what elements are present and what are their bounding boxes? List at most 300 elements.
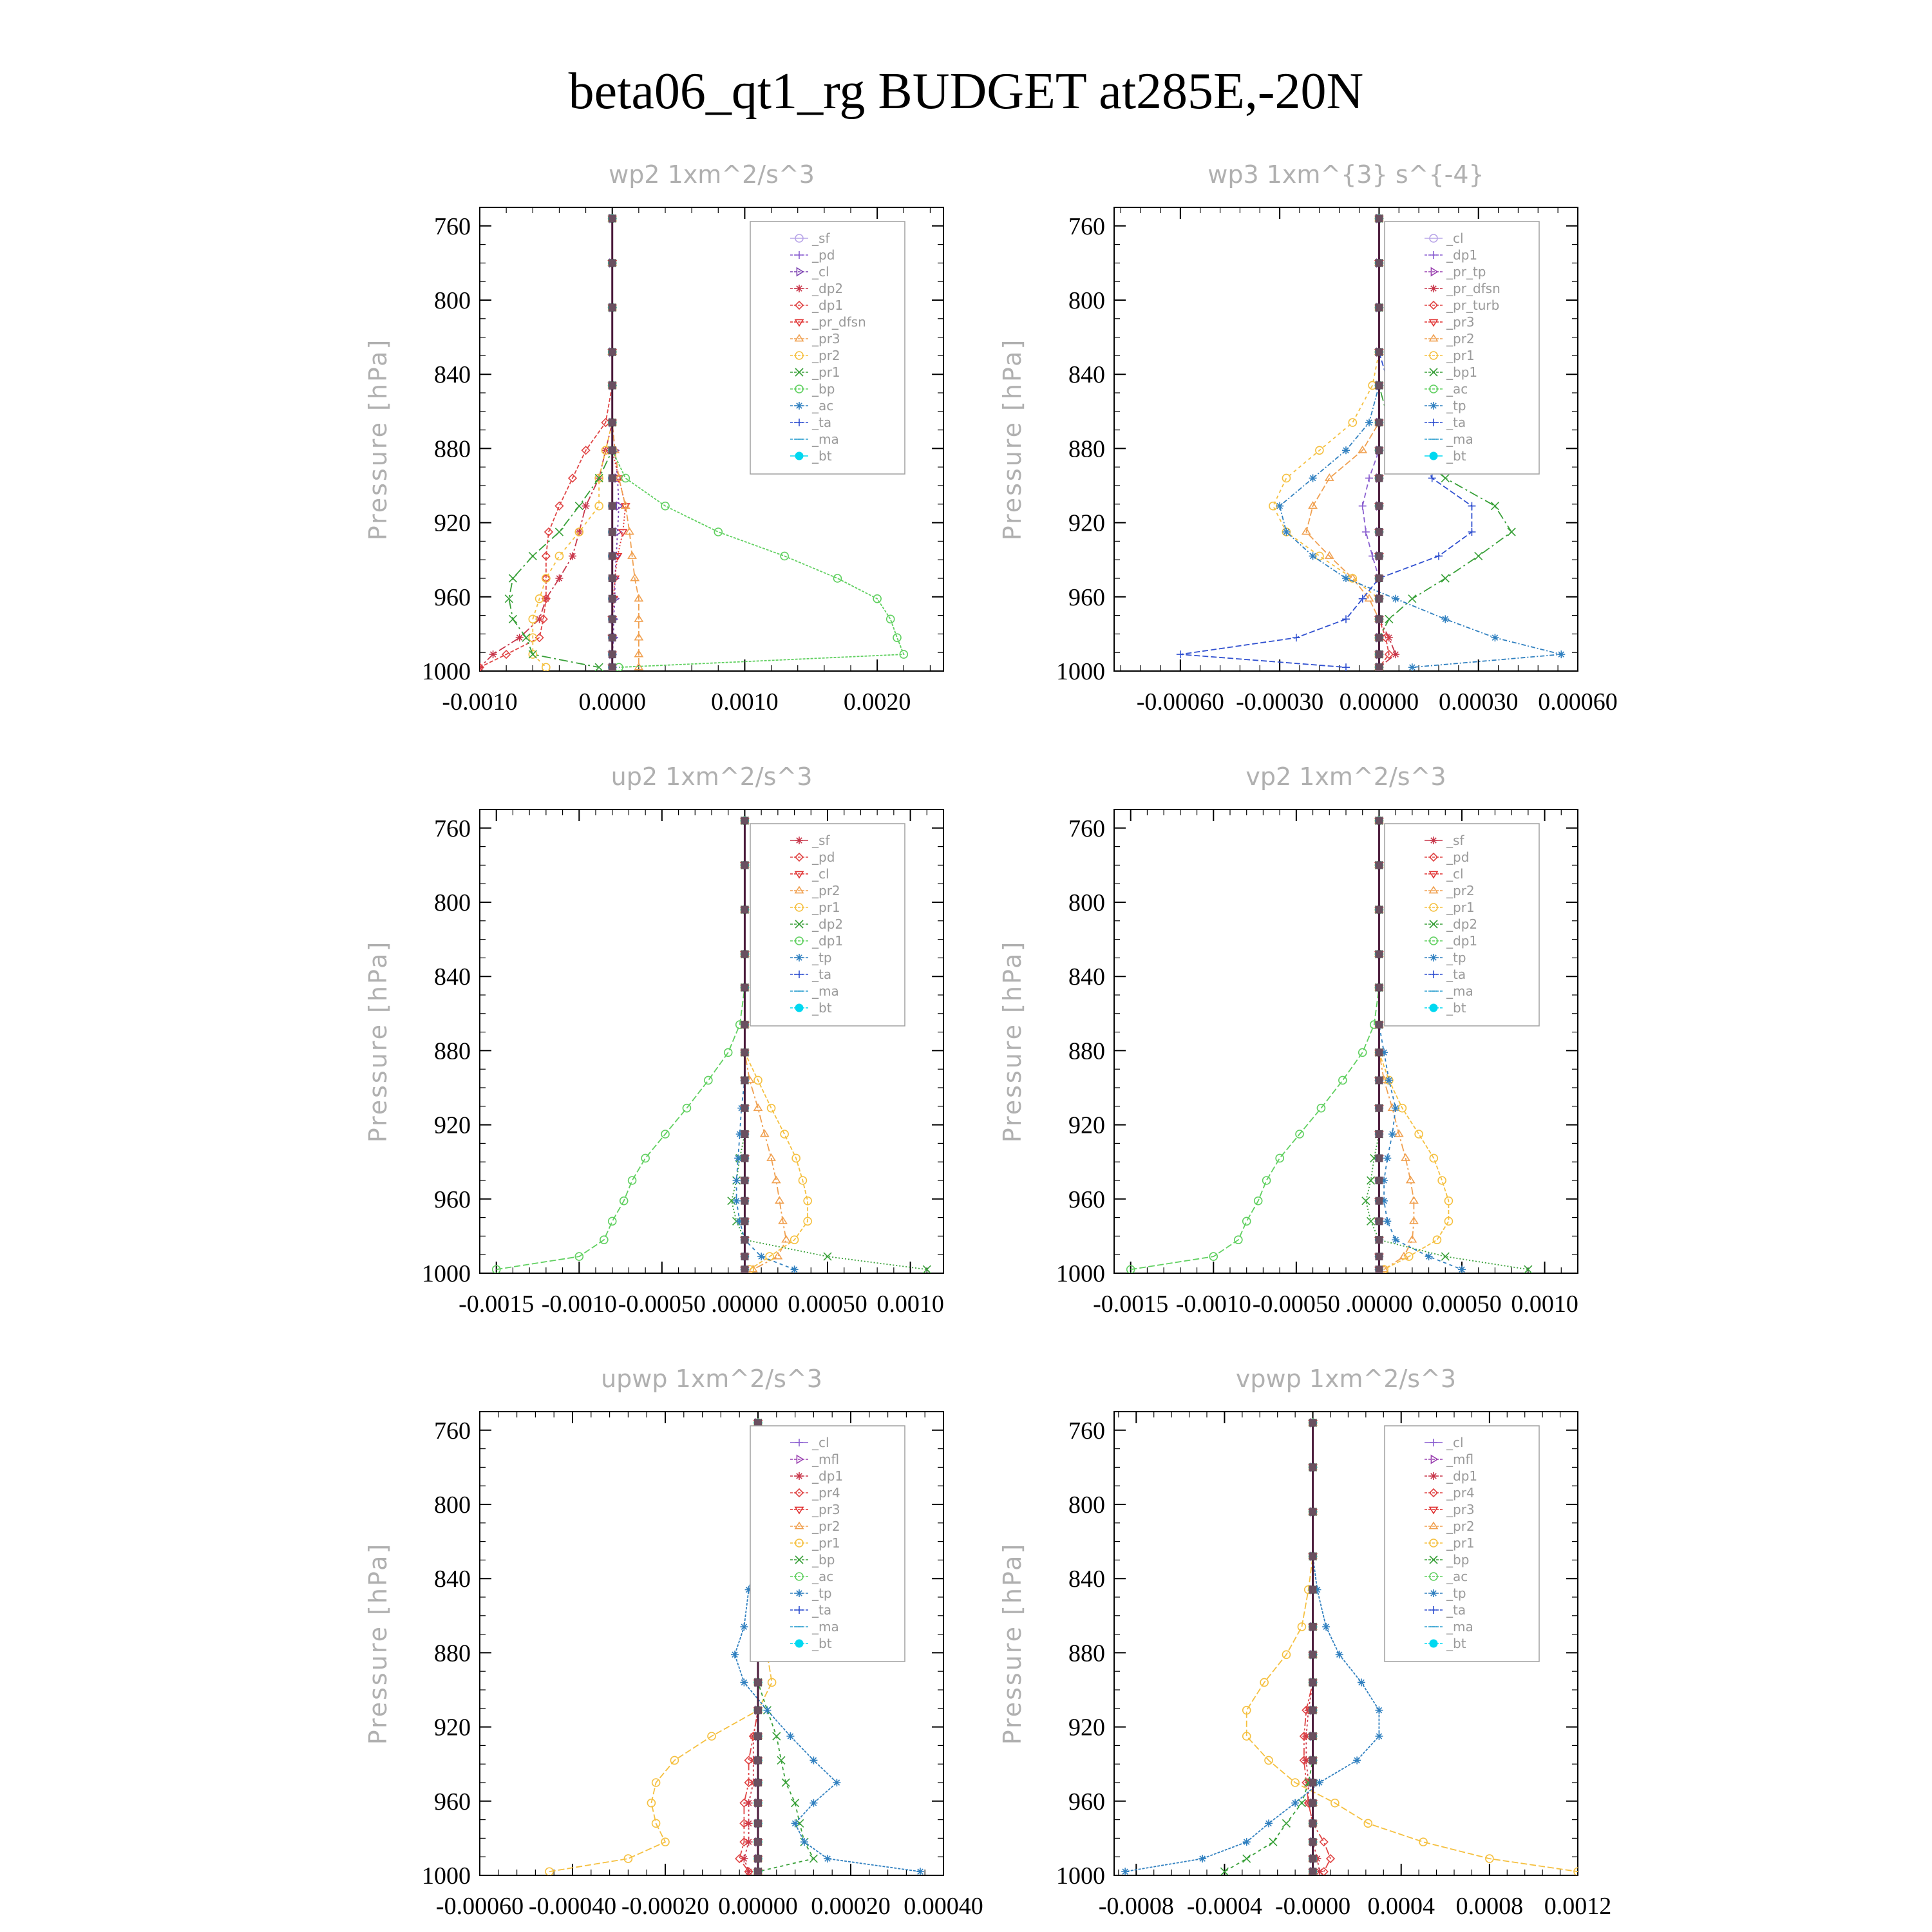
data-point xyxy=(1198,1855,1206,1862)
x-tick-label: -0.0015 xyxy=(459,1291,535,1318)
data-point xyxy=(489,650,497,658)
legend-label: _pr1 xyxy=(812,365,840,380)
y-tick-label: 960 xyxy=(1068,583,1105,611)
legend-label: _dp2 xyxy=(1446,916,1478,932)
data-point xyxy=(1309,1855,1317,1862)
legend-label: _pr1 xyxy=(812,900,840,915)
legend-label: _pr1 xyxy=(1446,348,1475,363)
data-point xyxy=(1392,1104,1399,1112)
data-point xyxy=(741,1236,748,1244)
legend-label: _pr2 xyxy=(812,348,840,363)
data-point xyxy=(1309,1868,1317,1875)
x-tick-label: .00000 xyxy=(1345,1291,1413,1318)
data-point xyxy=(1375,1707,1383,1714)
legend-label: _bt xyxy=(1446,1636,1466,1651)
data-point xyxy=(555,574,563,582)
data-point xyxy=(741,817,748,824)
y-tick-label: 920 xyxy=(434,509,471,537)
data-point xyxy=(1309,1463,1317,1471)
y-tick-label: 920 xyxy=(434,1112,471,1139)
y-axis-label: Pressure [hPa] xyxy=(998,1542,1027,1745)
data-point xyxy=(754,1855,762,1862)
data-point xyxy=(824,1855,831,1862)
data-point xyxy=(1375,817,1383,824)
data-point xyxy=(1309,1678,1317,1686)
data-point xyxy=(609,595,616,603)
data-point xyxy=(1309,1819,1317,1827)
data-point xyxy=(754,1819,762,1827)
data-point xyxy=(733,1177,741,1184)
y-tick-label: 1000 xyxy=(422,1862,471,1889)
data-point xyxy=(609,502,616,510)
legend-label: _sf xyxy=(812,833,830,848)
y-tick-label: 960 xyxy=(1068,1186,1105,1213)
legend-label: _tp xyxy=(1446,950,1466,965)
y-axis-label: Pressure [hPa] xyxy=(998,337,1027,541)
legend xyxy=(750,824,905,1026)
data-point xyxy=(1309,1779,1317,1786)
data-point xyxy=(741,1177,748,1184)
data-point xyxy=(786,1732,794,1740)
data-point xyxy=(609,474,616,482)
data-point xyxy=(1375,1265,1383,1273)
legend-marker xyxy=(1430,837,1437,844)
legend xyxy=(1385,824,1539,1026)
legend-label: _pr2 xyxy=(812,883,840,898)
legend-label: _ma xyxy=(1446,431,1473,447)
legend-label: _pr3 xyxy=(812,1502,840,1517)
legend-label: _ma xyxy=(812,1619,839,1634)
data-point xyxy=(745,1838,753,1846)
data-point xyxy=(1309,1508,1317,1516)
legend-marker xyxy=(795,954,803,961)
data-point xyxy=(1375,348,1383,356)
data-point xyxy=(745,1868,753,1875)
y-tick-label: 1000 xyxy=(1056,1862,1105,1889)
data-point xyxy=(757,1253,765,1260)
legend-label: _pr2 xyxy=(812,1519,840,1534)
data-point xyxy=(1388,1130,1396,1138)
legend-label: _bt xyxy=(812,1000,832,1016)
x-tick-label: 0.0008 xyxy=(1455,1893,1524,1920)
legend-marker xyxy=(1430,954,1437,961)
legend-marker xyxy=(1430,402,1437,410)
panel-title: vpwp 1xm^2/s^3 xyxy=(1235,1365,1457,1393)
data-point xyxy=(754,1756,762,1764)
y-tick-label: 880 xyxy=(1068,435,1105,463)
legend-marker xyxy=(795,452,803,460)
data-point xyxy=(1385,1076,1393,1084)
data-point xyxy=(1309,1799,1317,1807)
y-tick-label: 840 xyxy=(1068,361,1105,389)
y-tick-label: 800 xyxy=(434,1492,471,1519)
legend-label: _pr_tp xyxy=(1446,264,1486,279)
y-tick-label: 920 xyxy=(434,1714,471,1741)
data-point xyxy=(1375,951,1383,958)
data-point xyxy=(1336,1651,1343,1658)
data-point xyxy=(1309,1586,1317,1593)
data-point xyxy=(1309,1651,1317,1658)
legend-marker xyxy=(795,837,803,844)
legend-label: _pr1 xyxy=(812,1535,840,1551)
data-point xyxy=(733,1197,741,1205)
data-point xyxy=(1375,861,1383,869)
legend-marker xyxy=(1430,1589,1437,1597)
legend-marker xyxy=(795,1004,803,1012)
data-point xyxy=(1441,615,1449,623)
data-point xyxy=(1375,574,1383,582)
data-point xyxy=(741,983,748,991)
legend-label: _bp xyxy=(812,1552,835,1567)
data-point xyxy=(754,1799,762,1807)
y-tick-label: 880 xyxy=(434,435,471,463)
y-tick-label: 960 xyxy=(434,1788,471,1815)
data-point xyxy=(754,1732,762,1740)
y-tick-label: 920 xyxy=(1068,1112,1105,1139)
legend-label: _bp xyxy=(1446,1552,1470,1567)
data-point xyxy=(1375,1076,1383,1084)
data-point xyxy=(1309,1553,1317,1560)
data-point xyxy=(741,1253,748,1260)
legend-marker xyxy=(1430,285,1437,292)
data-point xyxy=(1375,983,1383,991)
y-tick-label: 1000 xyxy=(422,658,471,685)
x-tick-label: 0.00050 xyxy=(788,1291,867,1318)
legend-label: _dp1 xyxy=(1446,1468,1478,1484)
data-point xyxy=(916,1868,924,1875)
y-tick-label: 1000 xyxy=(1056,658,1105,685)
data-point xyxy=(791,1819,799,1827)
x-tick-label: 0.00000 xyxy=(1339,688,1419,715)
data-point xyxy=(609,214,616,222)
x-tick-label: -0.0008 xyxy=(1098,1893,1174,1920)
data-point xyxy=(1309,1419,1317,1426)
data-point xyxy=(1353,1756,1361,1764)
legend-label: _pr2 xyxy=(1446,883,1475,898)
data-point xyxy=(1425,1253,1433,1260)
legend-label: _tp xyxy=(812,1586,832,1601)
data-point xyxy=(1309,552,1317,560)
data-point xyxy=(1375,1104,1383,1112)
legend-label: _bt xyxy=(812,1636,832,1651)
legend-label: _pr3 xyxy=(1446,1502,1475,1517)
panel-title: wp3 1xm^{3} s^{-4} xyxy=(1208,160,1484,189)
legend-marker xyxy=(1430,1472,1437,1480)
y-tick-label: 840 xyxy=(434,1566,471,1593)
legend-label: _mfl xyxy=(1446,1452,1474,1467)
x-tick-label: -0.00060 xyxy=(435,1893,524,1920)
data-point xyxy=(740,1623,748,1631)
data-point xyxy=(741,906,748,914)
legend-marker xyxy=(795,1640,803,1647)
data-point xyxy=(1375,1130,1383,1138)
legend-label: _ta xyxy=(1446,1602,1466,1618)
data-point xyxy=(1375,906,1383,914)
legend-marker xyxy=(1430,452,1437,460)
data-point xyxy=(1375,634,1383,641)
data-point xyxy=(741,1197,748,1205)
data-point xyxy=(1375,474,1383,482)
legend-label: _bt xyxy=(1446,448,1466,464)
legend-marker xyxy=(1430,1004,1437,1012)
x-tick-label: -0.00060 xyxy=(1136,688,1224,715)
legend-label: _pr4 xyxy=(812,1485,840,1501)
data-point xyxy=(609,663,616,671)
legend-label: _pr3 xyxy=(1446,314,1475,330)
data-point xyxy=(754,1838,762,1846)
legend xyxy=(1385,1426,1539,1662)
legend-marker xyxy=(795,402,803,410)
panel-title: upwp 1xm^2/s^3 xyxy=(601,1365,822,1393)
data-point xyxy=(740,1678,748,1686)
y-axis-label: Pressure [hPa] xyxy=(998,940,1027,1143)
x-tick-label: 0.00050 xyxy=(1422,1291,1502,1318)
legend-label: _mfl xyxy=(812,1452,840,1467)
y-tick-label: 1000 xyxy=(1056,1260,1105,1287)
data-point xyxy=(1358,1678,1365,1686)
x-tick-label: 0.00000 xyxy=(718,1893,798,1920)
data-point xyxy=(1375,595,1383,603)
legend-label: _pr_dfsn xyxy=(1446,281,1501,296)
y-tick-label: 760 xyxy=(1068,213,1105,240)
data-point xyxy=(754,1779,762,1786)
figure-title: beta06_qt1_rg BUDGET at285E,-20N xyxy=(568,63,1364,120)
data-point xyxy=(791,1265,799,1273)
y-tick-label: 760 xyxy=(434,815,471,842)
y-tick-label: 840 xyxy=(1068,963,1105,991)
data-point xyxy=(1408,663,1416,671)
data-point xyxy=(609,446,616,454)
data-point xyxy=(1375,1217,1383,1225)
x-tick-label: -0.0004 xyxy=(1186,1893,1263,1920)
data-point xyxy=(1375,528,1383,536)
y-tick-label: 800 xyxy=(1068,889,1105,916)
data-point xyxy=(569,552,576,560)
data-point xyxy=(741,951,748,958)
data-point xyxy=(1322,1623,1330,1631)
y-tick-label: 760 xyxy=(1068,1417,1105,1444)
data-point xyxy=(609,574,616,582)
x-tick-label: 0.0000 xyxy=(578,688,646,715)
legend-label: _pr_turb xyxy=(1446,298,1500,313)
legend-label: _tp xyxy=(1446,398,1466,413)
data-point xyxy=(1375,1177,1383,1184)
y-tick-label: 1000 xyxy=(422,1260,471,1287)
data-point xyxy=(1375,502,1383,510)
data-point xyxy=(741,1217,748,1225)
data-point xyxy=(609,552,616,560)
data-point xyxy=(1365,419,1373,426)
legend-label: _bt xyxy=(812,448,832,464)
x-tick-label: 0.0010 xyxy=(1511,1291,1578,1318)
legend-label: _pr2 xyxy=(1446,331,1475,346)
legend-label: _bt xyxy=(1446,1000,1466,1016)
x-tick-label: -0.0010 xyxy=(1175,1291,1251,1318)
data-point xyxy=(1383,1217,1391,1225)
y-tick-label: 760 xyxy=(434,1417,471,1444)
y-tick-label: 760 xyxy=(1068,815,1105,842)
y-tick-label: 880 xyxy=(1068,1037,1105,1065)
x-tick-label: -0.00030 xyxy=(1236,688,1324,715)
legend-label: _ma xyxy=(1446,1619,1473,1634)
data-point xyxy=(741,1021,748,1028)
data-point xyxy=(1375,304,1383,312)
x-tick-label: -0.00050 xyxy=(618,1291,706,1318)
data-point xyxy=(1557,650,1565,658)
y-tick-label: 880 xyxy=(434,1037,471,1065)
data-point xyxy=(1121,1868,1129,1875)
data-point xyxy=(745,1799,753,1807)
y-tick-label: 800 xyxy=(1068,287,1105,314)
data-point xyxy=(609,634,616,641)
legend xyxy=(750,1426,905,1662)
legend-label: _cl xyxy=(812,866,829,882)
legend-label: _dp1 xyxy=(1446,933,1478,949)
data-point xyxy=(609,528,616,536)
data-point xyxy=(745,1819,753,1827)
data-point xyxy=(810,1756,817,1764)
data-point xyxy=(1458,1265,1466,1273)
y-tick-label: 800 xyxy=(434,287,471,314)
legend-label: _tp xyxy=(1446,1586,1466,1601)
legend-label: _cl xyxy=(812,1435,829,1450)
legend-label: _pr1 xyxy=(1446,900,1475,915)
panel-title: up2 1xm^2/s^3 xyxy=(611,762,813,791)
y-tick-label: 880 xyxy=(1068,1640,1105,1667)
y-axis-label: Pressure [hPa] xyxy=(364,940,392,1143)
x-tick-label: 0.00030 xyxy=(1438,688,1519,715)
data-point xyxy=(582,502,590,510)
data-point xyxy=(754,1678,762,1686)
data-point xyxy=(1265,1819,1273,1827)
y-tick-label: 880 xyxy=(434,1640,471,1667)
data-point xyxy=(1375,1253,1383,1260)
data-point xyxy=(1375,1197,1383,1205)
data-point xyxy=(754,1868,762,1875)
legend-label: _dp1 xyxy=(812,1468,844,1484)
legend-label: _cl xyxy=(812,264,829,279)
x-tick-label: -0.0010 xyxy=(541,1291,617,1318)
legend xyxy=(750,222,905,474)
legend-label: _ma xyxy=(812,431,839,447)
data-point xyxy=(1375,381,1383,389)
y-tick-label: 840 xyxy=(434,361,471,389)
legend-label: _cl xyxy=(1446,231,1464,246)
legend-label: _pr4 xyxy=(1446,1485,1475,1501)
legend-label: _tp xyxy=(812,950,832,965)
legend-label: _ta xyxy=(1446,415,1466,430)
data-point xyxy=(1375,650,1383,658)
data-point xyxy=(1375,419,1383,426)
legend-label: _pr3 xyxy=(812,331,840,346)
data-point xyxy=(609,304,616,312)
data-point xyxy=(1375,1021,1383,1028)
data-point xyxy=(1309,1756,1317,1764)
x-tick-label: 0.0010 xyxy=(711,688,779,715)
x-tick-label: 0.00020 xyxy=(811,1893,891,1920)
x-tick-label: -0.0000 xyxy=(1274,1893,1351,1920)
x-tick-label: 0.0012 xyxy=(1544,1893,1612,1920)
data-point xyxy=(609,615,616,623)
legend-label: _ta xyxy=(812,1602,832,1618)
data-point xyxy=(1375,446,1383,454)
x-tick-label: .00000 xyxy=(711,1291,779,1318)
legend-label: _pd xyxy=(1446,849,1470,865)
legend-marker xyxy=(795,285,803,292)
data-point xyxy=(1309,1838,1317,1846)
legend-label: _dp1 xyxy=(812,933,844,949)
legend-label: _ta xyxy=(812,967,832,982)
data-point xyxy=(741,1130,748,1138)
x-tick-label: 0.00040 xyxy=(904,1893,983,1920)
data-point xyxy=(1392,595,1399,603)
data-point xyxy=(754,1707,762,1714)
data-point xyxy=(1309,1707,1317,1714)
legend-label: _ac xyxy=(812,398,834,413)
legend-label: _dp1 xyxy=(1446,247,1478,263)
data-point xyxy=(833,1779,840,1786)
x-tick-label: -0.0010 xyxy=(442,688,518,715)
x-tick-label: 0.0010 xyxy=(876,1291,944,1318)
legend-label: _sf xyxy=(812,231,830,246)
data-point xyxy=(1375,1154,1383,1162)
legend-marker xyxy=(795,1472,803,1480)
data-point xyxy=(609,419,616,426)
y-tick-label: 840 xyxy=(434,963,471,991)
data-point xyxy=(810,1799,817,1807)
legend-label: _pr_dfsn xyxy=(812,314,866,330)
data-point xyxy=(1375,1732,1383,1740)
data-point xyxy=(1375,663,1383,671)
legend-label: _ac xyxy=(812,1569,834,1584)
data-point xyxy=(1309,1732,1317,1740)
data-point xyxy=(1375,1236,1383,1244)
legend-label: _pr1 xyxy=(1446,1535,1475,1551)
y-tick-label: 920 xyxy=(1068,1714,1105,1741)
legend-label: _dp1 xyxy=(812,298,844,313)
legend-label: _bp xyxy=(812,381,835,397)
legend-label: _bp1 xyxy=(1446,365,1478,380)
legend-label: _ma xyxy=(1446,983,1473,999)
data-point xyxy=(741,1154,748,1162)
x-tick-label: -0.00020 xyxy=(621,1893,710,1920)
data-point xyxy=(1375,259,1383,267)
data-point xyxy=(741,1048,748,1056)
y-axis-label: Pressure [hPa] xyxy=(364,1542,392,1745)
legend-label: _pr2 xyxy=(1446,1519,1475,1534)
legend-label: _ta xyxy=(812,415,832,430)
legend-label: _dp2 xyxy=(812,916,844,932)
data-point xyxy=(1291,1799,1299,1807)
data-point xyxy=(741,1265,748,1273)
data-point xyxy=(1383,1154,1391,1162)
legend-label: _ta xyxy=(1446,967,1466,982)
data-point xyxy=(741,1104,748,1112)
data-point xyxy=(1282,528,1290,536)
data-point xyxy=(731,1651,739,1658)
data-point xyxy=(1342,574,1350,582)
y-tick-label: 960 xyxy=(434,1186,471,1213)
data-point xyxy=(800,1838,808,1846)
panel-title: wp2 1xm^2/s^3 xyxy=(609,160,815,189)
x-tick-label: 0.0020 xyxy=(843,688,911,715)
data-point xyxy=(609,259,616,267)
legend-label: _sf xyxy=(1446,833,1464,848)
y-axis-label: Pressure [hPa] xyxy=(364,337,392,541)
legend-label: _ma xyxy=(812,983,839,999)
data-point xyxy=(741,861,748,869)
y-tick-label: 800 xyxy=(1068,1492,1105,1519)
